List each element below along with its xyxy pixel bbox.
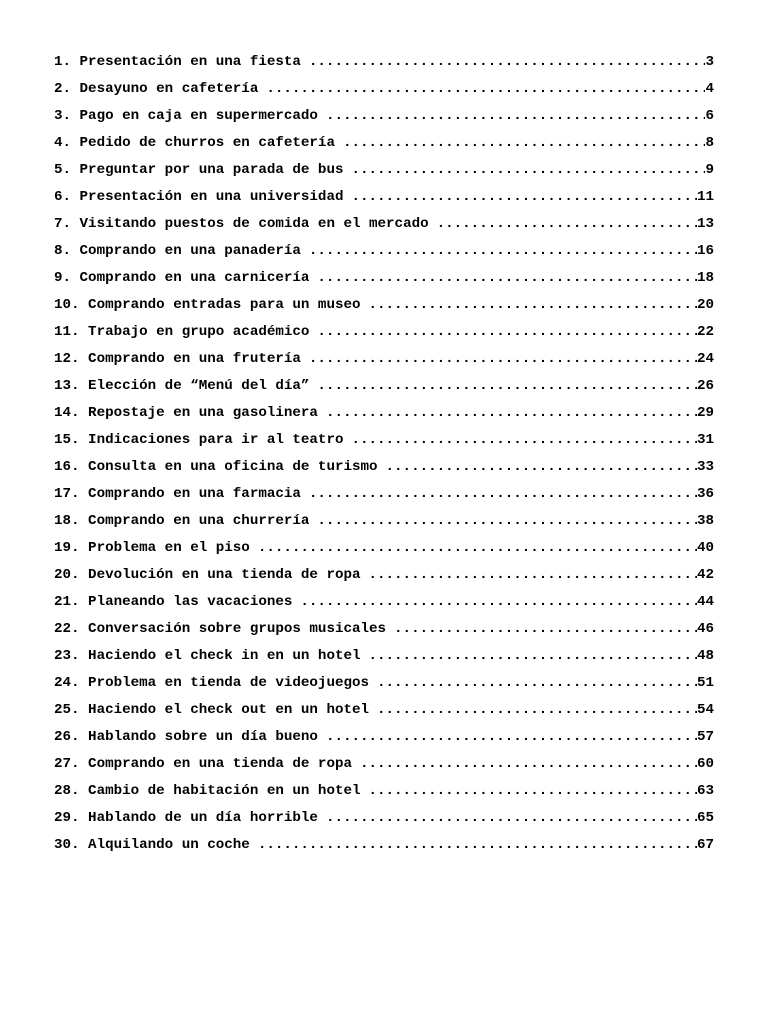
dot-leader xyxy=(309,243,697,260)
toc-entry[interactable] xyxy=(54,270,714,297)
toc-entry[interactable] xyxy=(54,594,714,621)
toc-entry[interactable] xyxy=(54,756,714,783)
toc-entry-title: 14. Repostaje en una gasolinera xyxy=(54,405,318,421)
toc-entry[interactable] xyxy=(54,648,714,675)
toc-entry-page: 57 xyxy=(696,729,714,745)
toc-entry[interactable] xyxy=(54,405,714,432)
dot-leader xyxy=(377,675,697,692)
toc-entry-title: 4. Pedido de churros en cafetería xyxy=(54,135,335,151)
toc-entry-page: 44 xyxy=(696,594,714,610)
toc-entry-page: 48 xyxy=(696,648,714,664)
toc-entry-title: 30. Alquilando un coche xyxy=(54,837,250,853)
toc-entry[interactable] xyxy=(54,135,714,162)
toc-entry[interactable] xyxy=(54,243,714,270)
toc-entry-title: 1. Presentación en una fiesta xyxy=(54,54,301,70)
dot-leader xyxy=(326,810,697,827)
toc-entry[interactable] xyxy=(54,378,714,405)
toc-entry-title: 11. Trabajo en grupo académico xyxy=(54,324,310,340)
toc-entry-title: 27. Comprando en una tienda de ropa xyxy=(54,756,352,772)
toc-entry-page: 54 xyxy=(696,702,714,718)
toc-entry[interactable] xyxy=(54,810,714,837)
toc-entry-title: 24. Problema en tienda de videojuegos xyxy=(54,675,370,691)
toc-entry[interactable] xyxy=(54,783,714,810)
toc-entry[interactable] xyxy=(54,459,714,486)
toc-entry-page: 60 xyxy=(696,756,714,772)
dot-leader xyxy=(317,378,697,395)
toc-entry-page: 6 xyxy=(705,108,714,124)
dot-leader xyxy=(369,783,697,800)
toc-entry[interactable] xyxy=(54,189,714,216)
toc-entry-title: 23. Haciendo el check in en un hotel xyxy=(54,648,361,664)
dot-leader xyxy=(394,621,697,638)
dot-leader xyxy=(369,648,697,665)
toc-entry-title: 8. Comprando en una panadería xyxy=(54,243,301,259)
toc-entry[interactable] xyxy=(54,324,714,351)
toc-entry[interactable] xyxy=(54,486,714,513)
dot-leader xyxy=(377,702,697,719)
toc-entry[interactable] xyxy=(54,702,714,729)
toc-entry[interactable] xyxy=(54,513,714,540)
toc-entry-page: 22 xyxy=(696,324,714,340)
toc-entry-page: 24 xyxy=(696,351,714,367)
dot-leader xyxy=(300,594,697,611)
toc-entry[interactable] xyxy=(54,81,714,108)
toc-entry[interactable] xyxy=(54,675,714,702)
toc-entry-page: 63 xyxy=(696,783,714,799)
toc-entry-title: 9. Comprando en una carnicería xyxy=(54,270,310,286)
toc-entry[interactable] xyxy=(54,297,714,324)
toc-entry-title: 22. Conversación sobre grupos musicales xyxy=(54,621,387,637)
toc-entry-page: 26 xyxy=(696,378,714,394)
dot-leader xyxy=(317,513,697,530)
toc-entry-page: 13 xyxy=(696,216,714,232)
toc-entry[interactable] xyxy=(54,54,714,81)
toc-entry-page: 36 xyxy=(696,486,714,502)
dot-leader xyxy=(266,81,705,98)
toc-entry[interactable] xyxy=(54,540,714,567)
dot-leader xyxy=(369,297,697,314)
dot-leader xyxy=(309,54,706,71)
toc-entry-title: 2. Desayuno en cafetería xyxy=(54,81,259,97)
toc-entry-page: 3 xyxy=(705,54,714,70)
dot-leader xyxy=(309,486,697,503)
dot-leader xyxy=(258,837,697,854)
toc-entry-page: 67 xyxy=(696,837,714,853)
toc-entry[interactable] xyxy=(54,432,714,459)
toc-entry-page: 9 xyxy=(705,162,714,178)
toc-entry-title: 13. Elección de “Menú del día” xyxy=(54,378,310,394)
dot-leader xyxy=(343,135,706,152)
dot-leader xyxy=(326,405,697,422)
toc-entry-page: 40 xyxy=(696,540,714,556)
toc-entry[interactable] xyxy=(54,162,714,189)
toc-entry-title: 10. Comprando entradas para un museo xyxy=(54,297,361,313)
toc-entry[interactable] xyxy=(54,729,714,756)
toc-entry-title: 25. Haciendo el check out en un hotel xyxy=(54,702,370,718)
toc-entry-title: 20. Devolución en una tienda de ropa xyxy=(54,567,361,583)
toc-entry-page: 51 xyxy=(696,675,714,691)
dot-leader xyxy=(309,351,697,368)
toc-entry-title: 15. Indicaciones para ir al teatro xyxy=(54,432,344,448)
dot-leader xyxy=(351,162,705,179)
toc-entry-page: 18 xyxy=(696,270,714,286)
toc-entry[interactable] xyxy=(54,108,714,135)
dot-leader xyxy=(369,567,697,584)
toc-entry-page: 8 xyxy=(705,135,714,151)
table-of-contents xyxy=(54,54,714,864)
toc-entry-page: 31 xyxy=(696,432,714,448)
toc-entry-page: 16 xyxy=(696,243,714,259)
toc-entry-page: 20 xyxy=(696,297,714,313)
toc-entry-page: 46 xyxy=(696,621,714,637)
dot-leader xyxy=(317,324,697,341)
toc-entry-title: 5. Preguntar por una parada de bus xyxy=(54,162,344,178)
toc-entry-title: 29. Hablando de un día horrible xyxy=(54,810,318,826)
dot-leader xyxy=(351,432,696,449)
toc-entry[interactable] xyxy=(54,351,714,378)
toc-entry-title: 17. Comprando en una farmacia xyxy=(54,486,301,502)
toc-entry-title: 26. Hablando sobre un día bueno xyxy=(54,729,318,745)
toc-entry-page: 42 xyxy=(696,567,714,583)
toc-entry[interactable] xyxy=(54,216,714,243)
dot-leader xyxy=(326,108,706,125)
toc-entry-title: 28. Cambio de habitación en un hotel xyxy=(54,783,361,799)
toc-entry-title: 16. Consulta en una oficina de turismo xyxy=(54,459,378,475)
toc-entry-title: 19. Problema en el piso xyxy=(54,540,250,556)
toc-entry-title: 6. Presentación en una universidad xyxy=(54,189,344,205)
dot-leader xyxy=(437,216,697,233)
toc-entry[interactable] xyxy=(54,621,714,648)
toc-entry-title: 18. Comprando en una churrería xyxy=(54,513,310,529)
toc-entry-page: 33 xyxy=(696,459,714,475)
dot-leader xyxy=(258,540,697,557)
dot-leader xyxy=(326,729,697,746)
toc-entry-page: 11 xyxy=(696,189,714,205)
toc-entry-page: 65 xyxy=(696,810,714,826)
toc-entry-title: 3. Pago en caja en supermercado xyxy=(54,108,318,124)
toc-entry[interactable] xyxy=(54,567,714,594)
dot-leader xyxy=(317,270,697,287)
toc-entry-page: 29 xyxy=(696,405,714,421)
toc-entry-title: 7. Visitando puestos de comida en el mercado xyxy=(54,216,429,232)
dot-leader xyxy=(351,189,696,206)
toc-entry-page: 4 xyxy=(705,81,714,97)
dot-leader xyxy=(360,756,697,773)
dot-leader xyxy=(386,459,697,476)
toc-entry[interactable] xyxy=(54,837,714,864)
toc-entry-page: 38 xyxy=(696,513,714,529)
toc-entry-title: 12. Comprando en una frutería xyxy=(54,351,301,367)
toc-entry-title: 21. Planeando las vacaciones xyxy=(54,594,293,610)
